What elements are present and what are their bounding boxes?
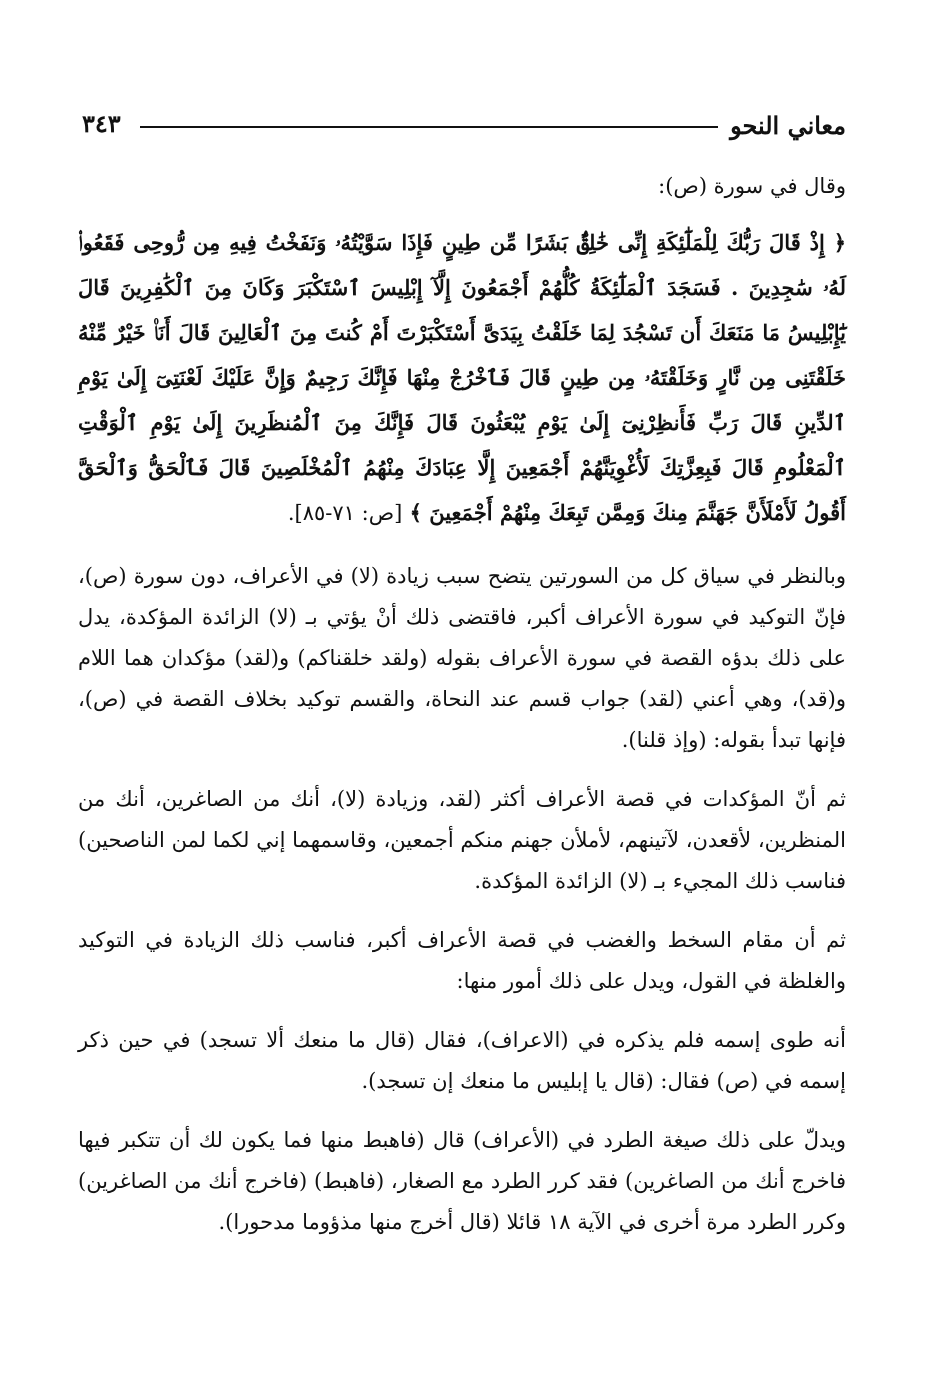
quran-quote bbox=[78, 220, 846, 536]
paragraph: ويدلّ على ذلك صيغة الطرد في (الأعراف) قال (فاهبط منها فما يكون لك أن تتكبر فيها فاخرج أنك من الصاغرين) فقد كرر الطرد مع الصغار، (فاهبط) (فاخرج أنك من الصاغرين) وكرر الطرد مرة أخرى في الآية ١٨ قائلا (قال أخرج منها مذؤوما مدحورا). bbox=[78, 1128, 846, 1234]
paragraph: ثم أن مقام السخط والغضب في قصة الأعراف أكبر، فناسب ذلك الزيادة في التوكيد والغلظة في القول، ويدل على ذلك أمور منها: bbox=[78, 928, 846, 993]
quran-open-bracket: ﴿ bbox=[833, 230, 847, 255]
page-body bbox=[78, 166, 846, 1261]
running-title: معاني النحو bbox=[730, 111, 846, 140]
quran-close-bracket: ﴾ bbox=[409, 500, 422, 525]
intro-line: وقال في سورة (ص): bbox=[658, 174, 846, 198]
paragraph: أنه طوى إسمه فلم يذكره في (الاعراف)، فقال (قال ما منعك ألا تسجد) في حين ذكر إسمه في (ص) فقال: (قال يا إبليس ما منعك إن تسجد). bbox=[78, 1028, 846, 1093]
quran-verse-text: إِذْ قَالَ رَبُّكَ لِلْمَلَٰٓئِكَةِ إِنِّى خَٰلِقٌۢ بَشَرًا مِّن طِينٍ فَإِذَا سَوَّيْتُهُۥ وَنَفَخْتُ فِيهِ مِن رُّوحِى فَقَعُوا۟ لَهُۥ سَٰجِدِينَ . فَسَجَدَ ٱلْمَلَٰٓئِكَةُ كُلُّهُمْ أَجْمَعُونَ إِلَّآ إِبْلِيسَ ٱسْتَكْبَرَ وَكَانَ مِنَ ٱلْكَٰفِرِينَ قَالَ يَٰٓإِبْلِيسُ مَا مَنَعَكَ أَن تَسْجُدَ لِمَا خَلَقْتُ بِيَدَىَّ أَسْتَكْبَرْتَ أَمْ كُنتَ مِنَ ٱلْعَالِينَ قَالَ أَنَا۠ خَيْرٌ مِّنْهُ خَلَقْتَنِى مِن نَّارٍ وَخَلَقْتَهُۥ مِن طِينٍ قَالَ فَٱخْرُجْ مِنْهَا فَإِنَّكَ رَجِيمٌ وَإِنَّ عَلَيْكَ لَعْنَتِىٓ إِلَىٰ يَوْمِ ٱلدِّينِ قَالَ رَبِّ فَأَنظِرْنِىٓ إِلَىٰ يَوْمِ يُبْعَثُونَ قَالَ فَإِنَّكَ مِنَ ٱلْمُنظَرِينَ إِلَىٰ يَوْمِ ٱلْوَقْتِ ٱلْمَعْلُومِ قَالَ فَبِعِزَّتِكَ لَأُغْوِيَنَّهُمْ أَجْمَعِينَ إِلَّا عِبَادَكَ مِنْهُمُ ٱلْمُخْلَصِينَ قَالَ فَٱلْحَقُّ وَٱلْحَقَّ أَقُولُ لَأَمْلَأَنَّ جَهَنَّمَ مِنكَ وَمِمَّن تَبِعَكَ مِنْهُمْ أَجْمَعِينَ bbox=[78, 230, 846, 525]
paragraph: ثم أنّ المؤكدات في قصة الأعراف أكثر (لقد، وزيادة (لا)، أنك من الصاغرين، أنك من المنظرين، لأقعدن، لآتينهم، لأملأن جهنم منكم أجمعين، وقاسمهما إني لكما لمن الناصحين) فناسب ذلك المجيء بـ (لا) الزائدة المؤكدة. bbox=[78, 787, 846, 893]
header-rule bbox=[140, 126, 718, 128]
verse-reference: [ص: ٧١-٨٥]. bbox=[287, 501, 403, 525]
page-number: ٣٤٣ bbox=[82, 109, 121, 138]
paragraph: وبالنظر في سياق كل من السورتين يتضح سبب زيادة (لا) في الأعراف، دون سورة (ص)، فإنّ التوكيد في سورة الأعراف أكبر، فاقتضى ذلك أنْ يؤتي بـ (لا) الزائدة المؤكدة، يدل على ذلك بدؤه القصة في سورة الأعراف بقوله (ولقد خلقناكم) و(لقد) مؤكدان هما اللام و(قد)، وهي أعني (لقد) جواب قسم عند النحاة، والقسم توكيد بخلاف القصة في (ص)، فإنها تبدأ بقوله: (وإذ قلنا). bbox=[78, 564, 846, 752]
page-header bbox=[82, 108, 846, 148]
